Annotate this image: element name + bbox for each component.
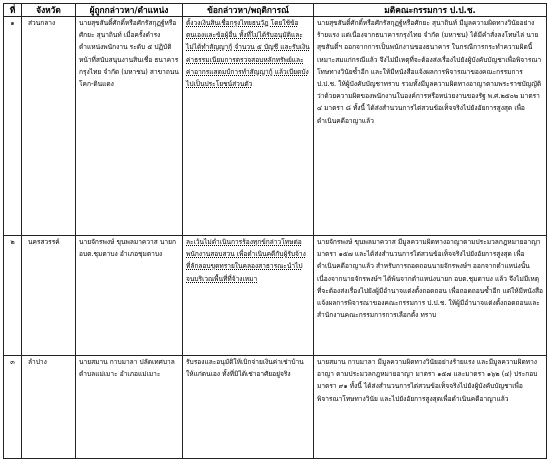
row-number: ๓: [4, 356, 22, 459]
table-row: [4, 356, 547, 459]
table-header-row: [4, 4, 547, 17]
header-resolution: มติคณะกรรมการ ป.ป.ช.: [314, 4, 547, 17]
resolutions-table: [3, 3, 547, 459]
resolution-cell: นายจักรพงษ์ ขุนพลมาควาส มีมูลความผิดทางอาญาตามประมวลกฎหมายอาญา มาตรา ๑๕๗ และได้ส่งสำนวนการไต่สวนข้อเท็จจริงไปยังอัยการสูงสุด เพื่อดำเนินคดีอาญาแล้ว สำหรับการถอดถอนนายจักรพงษ์ฯ ออกจากตำแหน่งนั้น เนื่องจากนายจักรพงษ์ฯ ได้พ้นจากตำแหน่งนายก อบต.ชุมตาบง แล้ว จึงไม่มีเหตุที่จะต้องส่งเรื่องไปยังผู้มีอำนาจแต่งตั้งถอดถอน เพื่อถอดถอนซ้ำอีก แต่ให้มีหนังสือแจ้งผลการพิจารณาของคณะกรรมการ ป.ป.ช. ให้ผู้มีอำนาจแต่งตั้งถอดถอนและสำนักงานคณะกรรมการการเลือกตั้ง ทราบ: [314, 236, 547, 356]
accused-cell: นายสุขสันติ์ศักดิ์หรือศักรัสกุฏฐ์หรือศักยะ สุนาถินท์ เมื่อครั้งดำรงตำแหน่งพนักงาน ระดับ ๕ ปฏิบัติหน้าที่สนับสนุนงานสินเชื่อ ธนาคารกรุงไทย จำกัด (มหาชน) สาขาถนนโคก-ดินแดง: [76, 17, 183, 236]
allegation-cell: ละเว้นไม่ดำเนินการร้องทุกข์กล่าวโทษต่อพนักงานสอบสวน เพื่อดำเนินคดีกับผู้รับจ้างที่ลักลอบขุดทรายในคลองสาธารณะนำไปจนบริเวณพื้นที่ที่จ้างเหมา: [183, 236, 314, 356]
row-number: ๑: [4, 17, 22, 236]
row-number: ๒: [4, 236, 22, 356]
province-cell: ส่วนกลาง: [22, 17, 76, 236]
province-cell: ลำปาง: [22, 356, 76, 459]
table-row: [4, 236, 547, 356]
province-cell: นครสวรรค์: [22, 236, 76, 356]
header-accused: ผู้ถูกกล่าวหา/ตำแหน่ง: [76, 4, 183, 17]
allegation-cell: ตั้งวงเงินสินเชื่อกรุงไทยธนวัฏ โดยใช้ข้อตนเองและข้อผู้อื่น ทั้งที่ไม่ได้รับอนุมัติและไม่ได้ทำสัญญากู้ จำนวน ๕ บัญชี และรับเงินค่าธรรมเนียมการตรวจสอบหลักทรัพย์และค่าอากรแสตมป์การทำสัญญากู้ แล้วเบียดบังไปเป็นประโยชน์ส่วนตัว: [183, 17, 314, 236]
table-row: [4, 17, 547, 236]
resolution-cell: นายสุขสันติ์ศักดิ์หรือศักรัสกุฏฐ์หรือศักยะ สุนาถินท์ มีมูลความผิดทางวินัยอย่างร้ายแรง แต่เนื่องจากธนาคารกรุงไทย จำกัด (มหาชน) ได้มีคำสั่งลงโทษไล่ นายสุขสันติ์ฯ ออกจากการเป็นพนักงานของธนาคาร ในกรณีการกระทำความผิดนี้เหมาะสมแก่กรณีแล้ว จึงไม่มีเหตุที่จะต้องส่งเรื่องไปยังผู้บังคับบัญชาเพื่อพิจารณาโทษทางวินัยซ้ำอีก และให้มีหนังสือแจ้งผลการพิจารณาของคณะกรรมการ ป.ป.ช. ให้ผู้บังคับบัญชาทราบ รวมทั้งมีมูลความผิดทางอาญาตามพระราชบัญญัติว่าด้วยความผิดของพนักงานในองค์การหรือหน่วยงานของรัฐ พ.ศ.๒๕๐๒ มาตรา ๔ มาตรา ๘ ทั้งนี้ ได้ส่งสำนวนการไต่สวนข้อเท็จจริงไปยังอัยการสูงสุด เพื่อดำเนินคดีอาญาแล้ว: [314, 17, 547, 236]
resolution-cell: นายสมาน กาบมาลา มีมูลความผิดทางวินัยอย่างร้ายแรง และมีมูลความผิดทางอาญา ตามประมวลกฎหมายอาญา มาตรา ๑๕๗ และมาตรา ๑๖๒ (๔) ประกอบมาตรา ๙๑ ทั้งนี้ ได้ส่งสำนวนการไต่สวนข้อเท็จจริงไปยังผู้บังคับบัญชาเพื่อพิจารณาโทษทางวินัย และไปยังอัยการสูงสุดเพื่อดำเนินคดีอาญาแล้ว: [314, 356, 547, 459]
header-province: จังหวัด: [22, 4, 76, 17]
accused-cell: นายสมาน กาบมาลา ปลัดเทศบาลตำบลแม่เมาะ อำเภอแม่เมาะ: [76, 356, 183, 459]
accused-cell: นายจักรพงษ์ ขุนพลมาควาส นายก อบต.ชุมตาบง อำเภอชุมตาบง: [76, 236, 183, 356]
header-allegation: ข้อกล่าวหา/พฤติการณ์: [183, 4, 314, 17]
allegation-cell: รับรองและอนุมัติให้เบิกจ่ายเงินค่าเช่าบ้านให้แก่ตนเอง ทั้งที่มิได้เช่าอาศัยอยู่จริง: [183, 356, 314, 459]
header-no: ที่: [4, 4, 22, 17]
